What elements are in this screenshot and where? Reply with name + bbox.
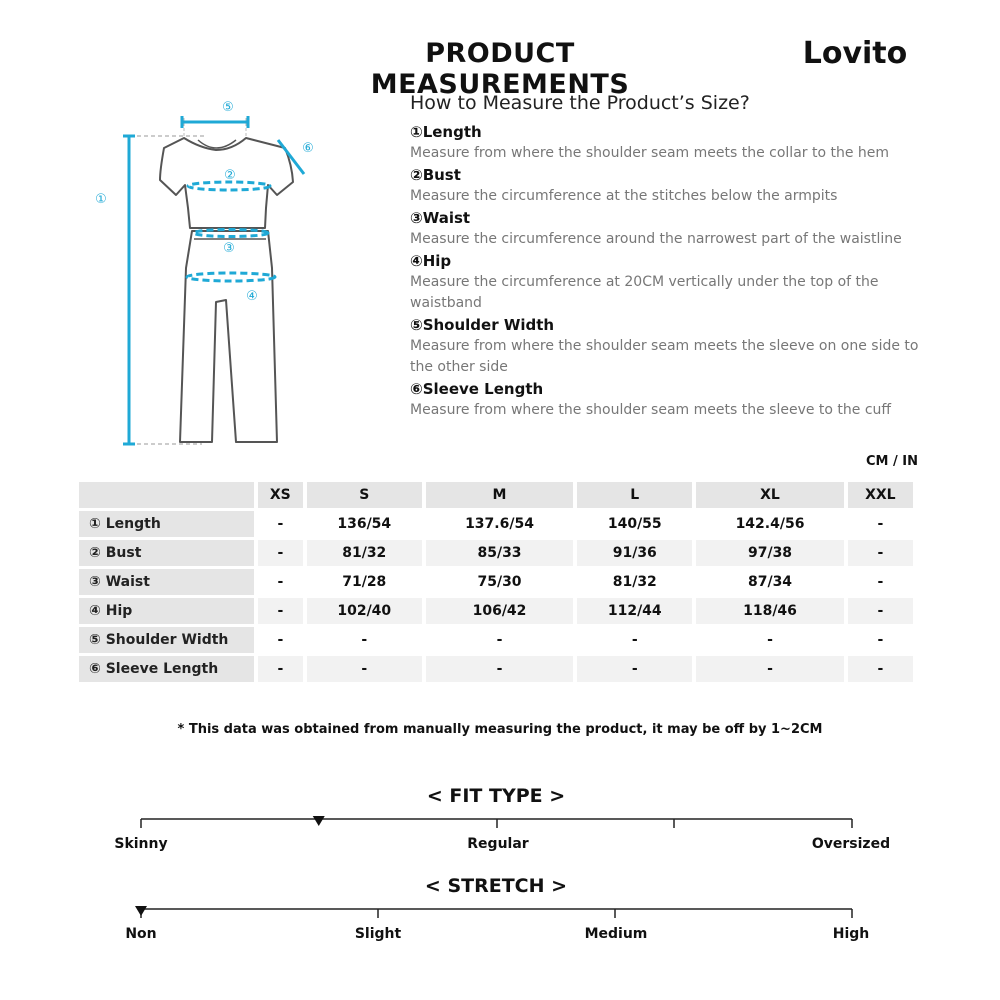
fit-label-regular: Regular [467, 836, 529, 852]
table-cell: - [307, 627, 422, 653]
row-label: ③ Waist [79, 569, 254, 595]
table-cell: - [577, 627, 692, 653]
table-cell: 75/30 [426, 569, 573, 595]
table-cell: 81/32 [577, 569, 692, 595]
size-header-l: L [577, 482, 692, 508]
fit-type-scale [130, 812, 870, 836]
size-header-s: S [307, 482, 422, 508]
marker-bust: ② [224, 168, 236, 183]
stretch-indicator [135, 906, 147, 916]
marker-length: ① [95, 192, 107, 207]
table-cell: - [258, 656, 303, 682]
row-label: ① Length [79, 511, 254, 537]
table-cell: 142.4/56 [696, 511, 843, 537]
instruction-description: Measure from where the shoulder seam meets the sleeve on one side to the other side [410, 338, 919, 375]
instructions-list [410, 121, 930, 421]
instruction-item [410, 250, 930, 314]
table-cell: - [696, 656, 843, 682]
instruction-item [410, 121, 930, 164]
stretch-label-slight: Slight [354, 926, 402, 942]
table-cell: 85/33 [426, 540, 573, 566]
table-cell: - [258, 569, 303, 595]
row-label: ② Bust [79, 540, 254, 566]
unit-label: CM / IN [866, 454, 918, 469]
table-cell: 71/28 [307, 569, 422, 595]
measurement-note: * This data was obtained from manually measuring the product, it may be off by 1~2CM [177, 722, 823, 737]
table-cell: - [577, 656, 692, 682]
instruction-description: Measure the circumference around the narrowest part of the waistline [410, 231, 902, 247]
table-cell: 106/42 [426, 598, 573, 624]
table-cell: 112/44 [577, 598, 692, 624]
row-label: ⑥ Sleeve Length [79, 656, 254, 682]
table-row [79, 656, 913, 682]
table-cell: - [848, 569, 913, 595]
instruction-title: ③Waist [410, 209, 471, 227]
row-label: ⑤ Shoulder Width [79, 627, 254, 653]
table-row [79, 569, 913, 595]
stretch-title: < STRETCH > [424, 875, 568, 897]
table-row [79, 627, 913, 653]
pants-outline [180, 231, 277, 442]
marker-sleeve: ⑥ [302, 141, 314, 156]
table-cell: - [848, 540, 913, 566]
fit-label-oversized: Oversized [811, 836, 891, 852]
table-cell: 140/55 [577, 511, 692, 537]
stretch-label-high: High [832, 926, 870, 942]
table-cell: - [426, 656, 573, 682]
size-header-xs: XS [258, 482, 303, 508]
instructions-heading: How to Measure the Product’s Size? [410, 92, 750, 114]
table-cell: - [258, 540, 303, 566]
stretch-scale [130, 902, 870, 926]
table-header-row [79, 482, 913, 508]
table-cell: 81/32 [307, 540, 422, 566]
instruction-description: Measure the circumference at 20CM vertically under the top of the waistband [410, 274, 879, 311]
instruction-title: ①Length [410, 123, 482, 141]
table-cell: - [307, 656, 422, 682]
instruction-item [410, 207, 930, 250]
table-cell: 102/40 [307, 598, 422, 624]
stretch-label-medium: Medium [584, 926, 648, 942]
fit-type-title: < FIT TYPE > [426, 785, 566, 807]
table-row [79, 540, 913, 566]
marker-hip: ④ [246, 289, 258, 304]
instruction-title: ⑥Sleeve Length [410, 380, 544, 398]
size-header-xxl: XXL [848, 482, 913, 508]
instruction-title: ②Bust [410, 166, 461, 184]
table-cell: 87/34 [696, 569, 843, 595]
table-cell: - [258, 627, 303, 653]
fit-type-indicator [313, 816, 325, 826]
page-title: PRODUCT MEASUREMENTS [370, 38, 630, 100]
marker-waist: ③ [223, 241, 235, 256]
table-cell: - [258, 598, 303, 624]
table-cell: 118/46 [696, 598, 843, 624]
table-cell: 97/38 [696, 540, 843, 566]
instruction-item [410, 164, 930, 207]
instruction-title: ④Hip [410, 252, 452, 270]
instruction-description: Measure from where the shoulder seam meets the sleeve to the cuff [410, 402, 892, 418]
table-row [79, 511, 913, 537]
instruction-title: ⑤Shoulder Width [410, 316, 555, 334]
table-cell: 137.6/54 [426, 511, 573, 537]
size-header-xl: XL [696, 482, 843, 508]
table-cell: - [848, 598, 913, 624]
brand-logo: Lovito [802, 36, 908, 71]
table-cell: - [848, 656, 913, 682]
table-cell: - [258, 511, 303, 537]
size-table [75, 479, 917, 685]
table-cell: - [848, 627, 913, 653]
instruction-item [410, 378, 930, 421]
instruction-description: Measure from where the shoulder seam meets the collar to the hem [410, 145, 890, 161]
instruction-item [410, 314, 930, 378]
fit-label-skinny: Skinny [114, 836, 168, 852]
instruction-description: Measure the circumference at the stitches below the armpits [410, 188, 838, 204]
row-label: ④ Hip [79, 598, 254, 624]
table-cell: - [426, 627, 573, 653]
table-cell: - [848, 511, 913, 537]
table-row [79, 598, 913, 624]
garment-diagram [80, 90, 340, 460]
table-corner-cell [79, 482, 254, 508]
table-cell: - [696, 627, 843, 653]
marker-shoulder: ⑤ [222, 100, 234, 115]
size-header-m: M [426, 482, 573, 508]
stretch-label-non: Non [125, 926, 157, 942]
table-cell: 136/54 [307, 511, 422, 537]
table-cell: 91/36 [577, 540, 692, 566]
